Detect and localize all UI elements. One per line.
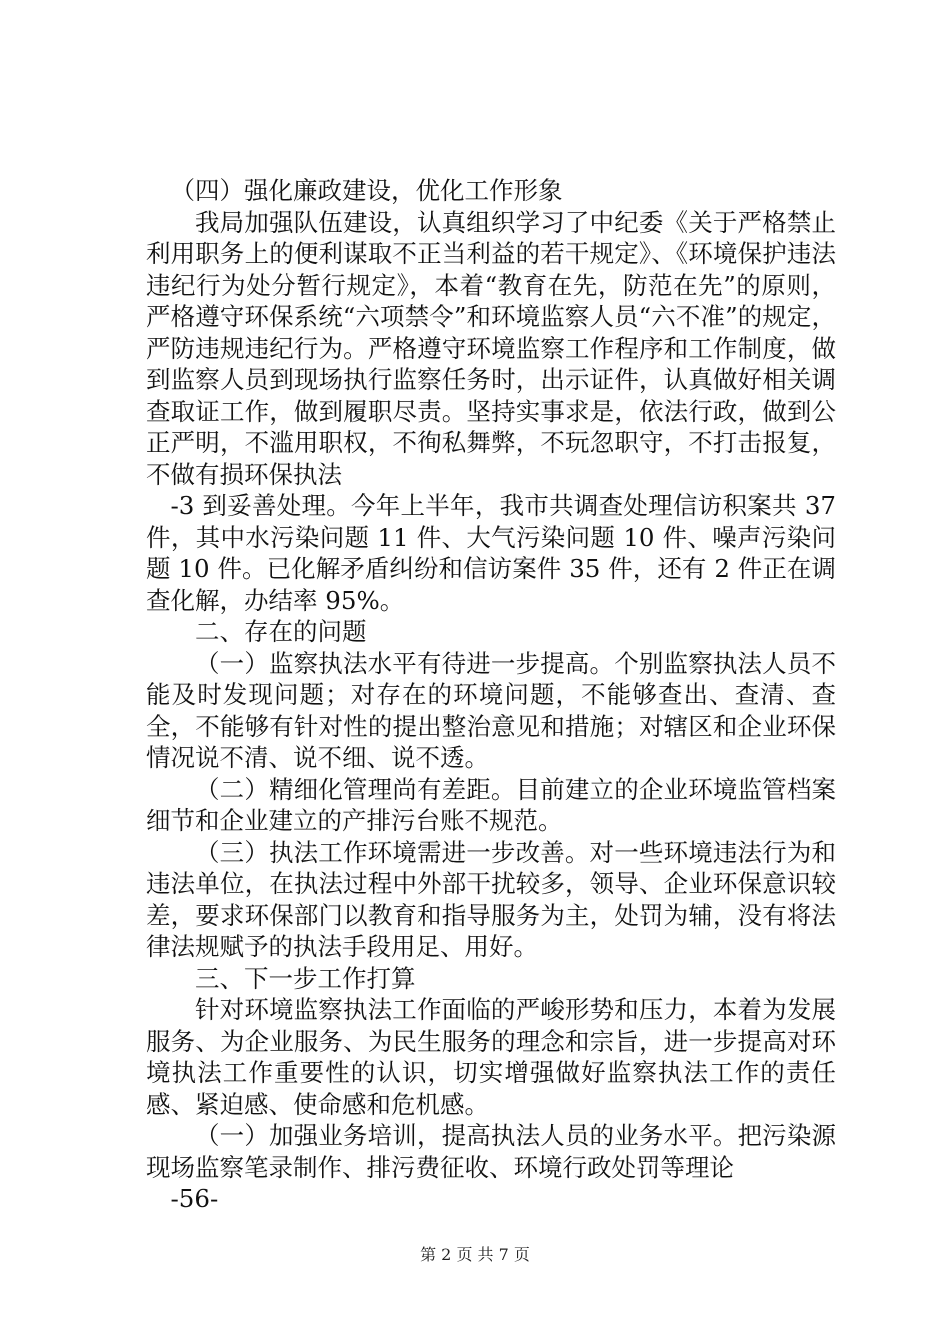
paragraph-integrity: 我局加强队伍建设，认真组织学习了中纪委《关于严格禁止利用职务上的便利谋取不正当利益的若干规定》、《环境保护违法违纪行为处分暂行规定》，本着“教育在先，防范在先”的原则，严格遵守环保系统“六项禁令”和环境监察人员“六不准”的规定，严防违规违纪行为。严格遵守环境监察工作程序和工作制度，做到监察人员到现场执行监察任务时，出示证件，认真做好相关调查取证工作，做到履职尽责。坚持实事求是，依法行政，做到公正严明，不滥用职权，不徇私舞弊，不玩忽职守，不打击报复，不做有损环保执法 [146,207,836,489]
section-heading-4: （四）强化廉政建设，优化工作形象 [170,176,563,205]
document-body [146,175,836,1215]
paragraph-problem-1: （一）监察执法水平有待进一步提高。个别监察执法人员不能及时发现问题；对存在的环境问题，不能够查出、查清、查全，不能够有针对性的提出整治意见和措施；对辖区和企业环保情况说不清、说不细、说不透。 [146,648,836,772]
section-heading-next-steps: 三、下一步工作打算 [195,963,416,993]
paragraph-next-steps-intro: 针对环境监察执法工作面临的严峻形势和压力，本着为发展服务、为企业服务、为民生服务的理念和宗旨，进一步提高对环境执法工作重要性的认识，切实增强做好监察执法工作的责任感、紧迫感、使命感和危机感。 [146,995,836,1119]
paragraph-petitions: -3 到妥善处理。今年上半年，我市共调查处理信访积案共 37 件，其中水污染问题 11 件、大气污染问题 10 件、噪声污染问题 10 件。已化解矛盾纠纷和信访案件 35 件，还有 2 件正在调查化解，办结率 95%。 [146,491,836,615]
section-heading-problems: 二、存在的问题 [195,617,367,646]
page-footer [0,1245,950,1265]
paragraph-problem-2: （二）精细化管理尚有差距。目前建立的企业环境监管档案细节和企业建立的产排污台账不规范。 [146,774,836,835]
paragraph-problem-3: （三）执法工作环境需进一步改善。对一些环境违法行为和违法单位，在执法过程中外部干扰较多，领导、企业环保意识较差，要求环保部门以教育和指导服务为主，处罚为辅，没有将法律法规赋予的执法手段用足、用好。 [146,837,836,961]
paragraph-training: （一）加强业务培训，提高执法人员的业务水平。把污染源现场监察笔录制作、排污费征收、环境行政处罚等理论 [146,1121,836,1182]
inline-page-number: -56- [170,1184,219,1213]
page-counter: 第 2 页 共 7 页 [420,1245,530,1264]
